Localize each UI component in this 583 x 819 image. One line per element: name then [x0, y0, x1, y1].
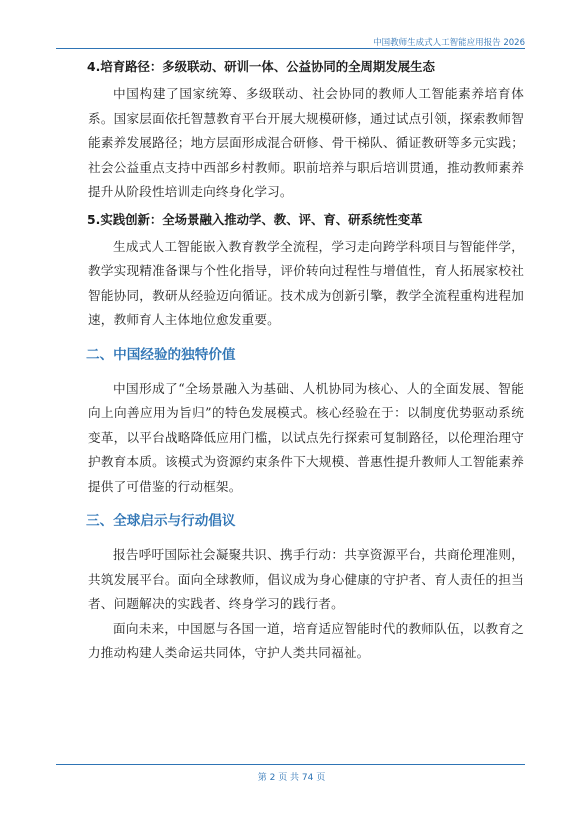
- page-number: 第 2 页 共 74 页: [257, 773, 326, 783]
- section-three-paragraph-2: 面向未来，中国愿与各国一道，培育适应智能时代的教师队伍，以教育之力推动构建人类命运共同体，守护人类共同福祉。: [88, 620, 524, 660]
- section-4-paragraph: 中国构建了国家统筹、多级联动、社会协同的教师人工智能素养培育体系。国家层面依托智慧教育平台开展大规模研修，通过试点引领，探索教师智能素养发展路径；地方层面形成混合研修、骨干梯队、循证教研等多元实践；社会公益重点支持中西部乡村教师。职前培养与职后培训贯通，推动教师素养提升从阶段性培训走向终身化学习。: [88, 86, 524, 199]
- page-header: [56, 34, 525, 49]
- section-three-heading: 三、全球启示与行动倡议: [86, 513, 236, 529]
- section-5-heading: 5.实践创新：全场景融入推动学、教、评、育、研系统性变革: [87, 211, 423, 227]
- footer-rule: [56, 764, 525, 765]
- page-content: [88, 56, 524, 666]
- header-report-title: 中国教师生成式人工智能应用报告 2026: [373, 38, 525, 48]
- section-5-paragraph: 生成式人工智能嵌入教育教学全流程，学习走向跨学科项目与智能伴学，教学实现精准备课与个性化指导，评价转向过程性与增值性，育人拓展家校社智能协同，教研从经验迈向循证。技术成为创新引擎，教学全流程重构进程加速，教师育人主体地位愈发重要。: [88, 238, 524, 327]
- section-three-paragraph-1: 报告呼吁国际社会凝聚共识、携手行动：共享资源平台，共商伦理准则，共筑发展平台。面向全球教师，倡议成为身心健康的守护者、育人责任的担当者、问题解决的实践者、终身学习的践行者。: [88, 547, 524, 611]
- section-4-heading: 4.培育路径：多级联动、研训一体、公益协同的全周期发展生态: [87, 59, 435, 74]
- section-two-paragraph: 中国形成了“全场景融入为基础、人机协同为核心、人的全面发展、智能向上向善应用为旨归”的特色发展模式。核心经验在于：以制度优势驱动系统变革，以平台战略降低应用门槛，以试点先行探索可复制路径，以伦理治理守护教育本质。该模式为资源约束条件下大规模、普惠性提升教师人工智能素养提供了可借鉴的行动框架。: [88, 380, 524, 494]
- section-two-heading: 二、中国经验的独特价值: [86, 346, 236, 363]
